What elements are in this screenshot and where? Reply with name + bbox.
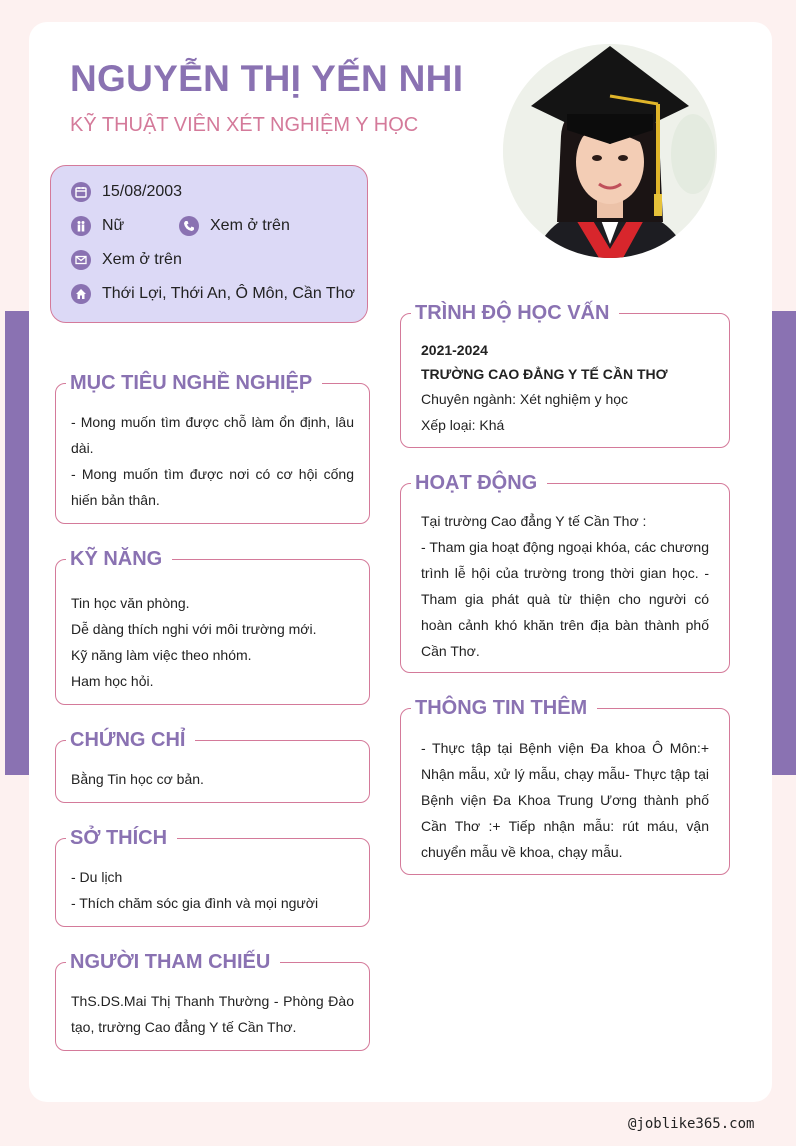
skills-section — [55, 548, 370, 705]
objective-line: - Mong muốn tìm được nơi có cơ hội cống hiến bản thân. — [71, 466, 354, 508]
watermark-text: @joblike365.com — [628, 1116, 755, 1132]
career-objective-section — [55, 372, 370, 524]
phone-text: Xem ở trên — [210, 217, 290, 234]
references-title: NGƯỜI THAM CHIẾU — [66, 949, 280, 975]
activities-section — [400, 472, 730, 673]
skill-item: Tin học văn phòng. — [71, 595, 190, 611]
contact-birthday — [71, 182, 182, 202]
additional-info-text: - Thực tập tại Bệnh viện Đa khoa Ô Môn:+ Nhận mẫu, xử lý mẫu, chạy mẫu- Thực tập tại Bệnh viện Đa Khoa Trung Ương thành phố Cần Thơ :+ Tiếp nhận mẫu: rút máu, vận chuyển mẫu về khoa, chạy mẫu. — [421, 740, 709, 860]
contact-phone — [179, 216, 290, 236]
career-objective-title: MỤC TIÊU NGHỀ NGHIỆP — [66, 370, 322, 396]
job-title: KỸ THUẬT VIÊN XÉT NGHIỆM Y HỌC — [70, 114, 419, 136]
gender-icon — [71, 216, 91, 236]
left-decor-band — [5, 311, 29, 775]
contact-address — [71, 284, 355, 304]
gender-text: Nữ — [102, 217, 125, 234]
hobbies-section — [55, 827, 370, 927]
education-school: TRƯỜNG CAO ĐẲNG Y TẾ CẦN THƠ — [421, 366, 668, 382]
calendar-icon — [71, 182, 91, 202]
reference-text: ThS.DS.Mai Thị Thanh Thường - Phòng Đào tạo, trường Cao đẳng Y tế Cần Thơ. — [71, 993, 354, 1035]
contact-info-box — [50, 165, 368, 323]
hobby-item: - Du lịch — [71, 869, 123, 885]
certificate-item: Bằng Tin học cơ bản. — [71, 771, 204, 787]
right-decor-band — [772, 311, 796, 775]
education-major: Chuyên ngành: Xét nghiệm y học — [421, 391, 629, 407]
skill-item: Kỹ năng làm việc theo nhóm. — [71, 647, 252, 663]
education-section — [400, 302, 730, 448]
skill-item: Dễ dàng thích nghi với môi trường mới. — [71, 621, 317, 637]
hobby-item: - Thích chăm sóc gia đình và mọi người — [71, 895, 319, 911]
profile-photo — [503, 44, 717, 258]
hobbies-title: SỞ THÍCH — [66, 825, 177, 851]
skills-title: KỸ NĂNG — [66, 546, 172, 572]
email-icon — [71, 250, 91, 270]
objective-line: - Mong muốn tìm được chỗ làm ổn định, lâu dài. — [71, 414, 354, 456]
email-text: Xem ở trên — [102, 251, 182, 268]
activities-title: HOẠT ĐỘNG — [411, 470, 547, 496]
candidate-name: NGUYỄN THỊ YẾN NHI — [70, 58, 464, 99]
references-section — [55, 951, 370, 1051]
education-title: TRÌNH ĐỘ HỌC VẤN — [411, 300, 619, 326]
education-rank: Xếp loại: Khá — [421, 417, 505, 433]
activity-line: - Tham gia hoạt động ngoại khóa, các chương trình lễ hội của trường trong thời gian học. - Tham gia phát quà từ thiện cho người có hoàn cảnh khó khăn trên địa bàn thành phố Cần Thơ. — [421, 539, 709, 659]
education-period: 2021-2024 — [421, 342, 488, 358]
address-text: Thới Lợi, Thới An, Ô Môn, Cần Thơ — [102, 285, 356, 302]
skill-item: Ham học hỏi. — [71, 673, 154, 689]
activity-line: Tại trường Cao đẳng Y tế Cần Thơ : — [421, 513, 647, 529]
additional-info-title: THÔNG TIN THÊM — [411, 695, 597, 721]
certificates-section — [55, 729, 370, 803]
contact-email — [71, 250, 182, 270]
certificates-title: CHỨNG CHỈ — [66, 727, 195, 753]
birthday-text: 15/08/2003 — [102, 183, 183, 200]
home-icon — [71, 284, 91, 304]
additional-info-section — [400, 697, 730, 875]
phone-icon — [179, 216, 199, 236]
contact-gender — [71, 216, 124, 236]
